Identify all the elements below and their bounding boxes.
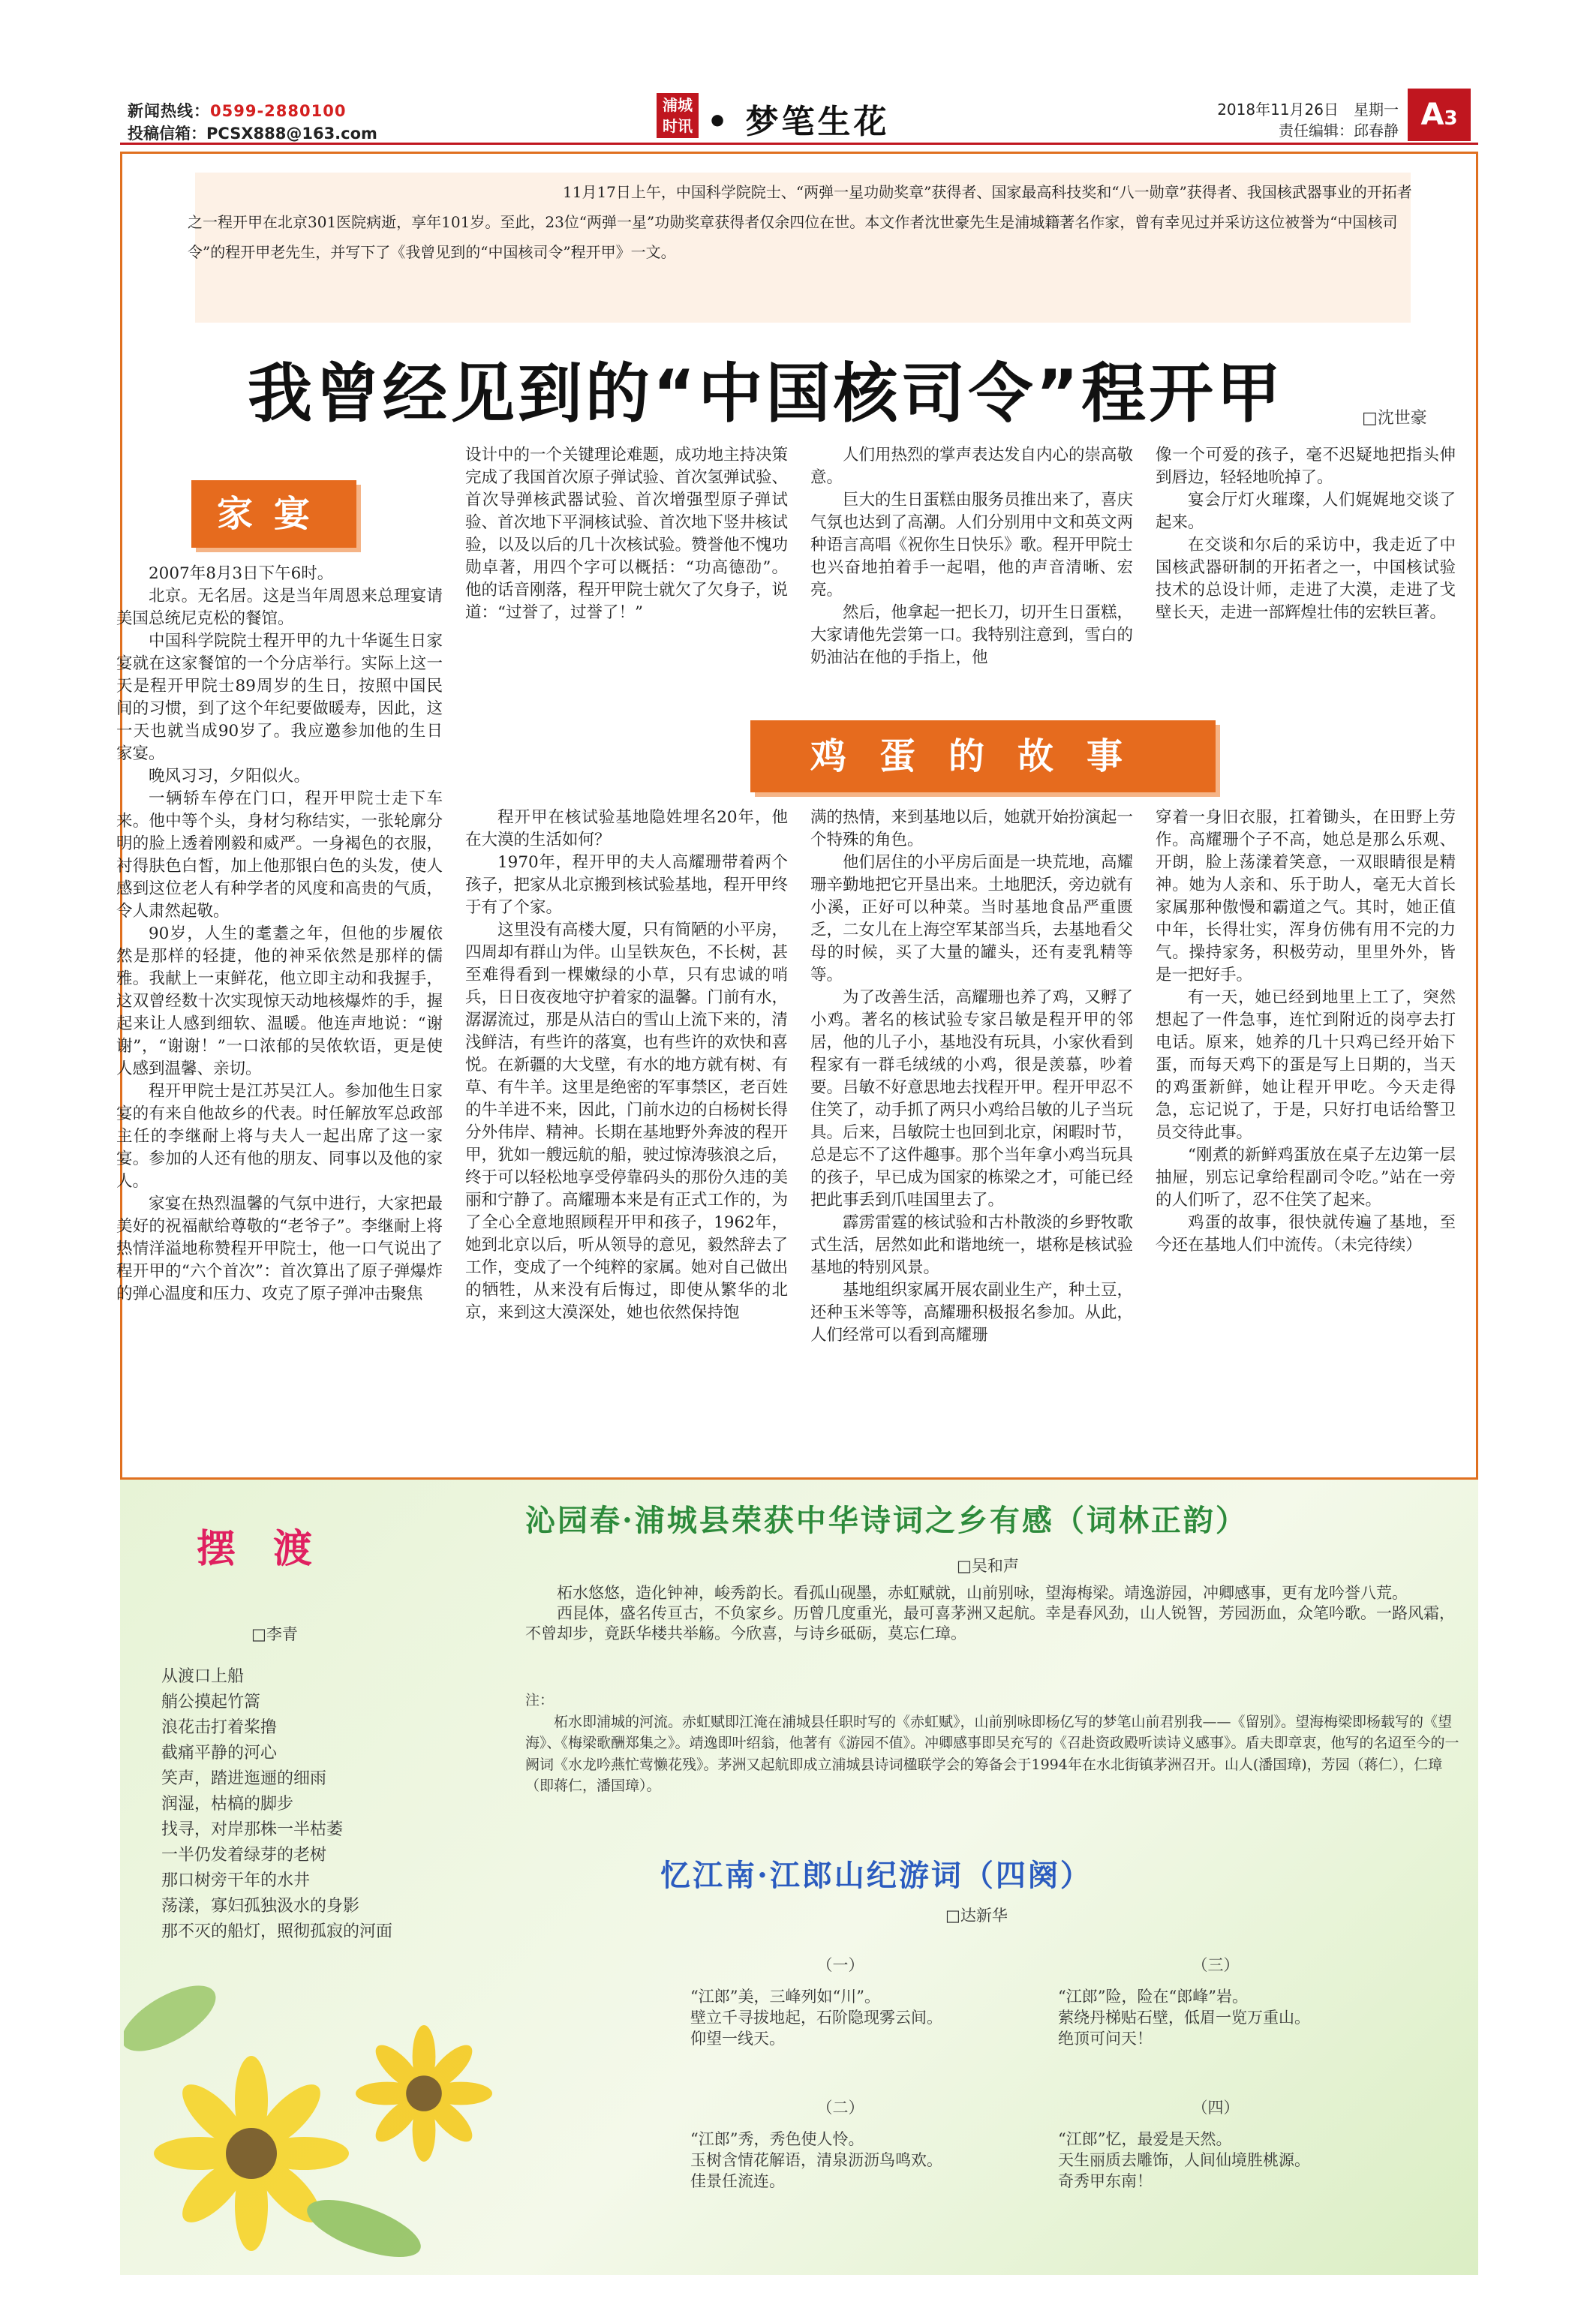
stanza-2 bbox=[690, 2097, 990, 2192]
subhead-egg-story: 鸡蛋的故事 bbox=[750, 720, 1216, 792]
poem-line: 一半仍发着绿芽的老树 bbox=[161, 1846, 327, 1865]
paragraph: 2007年8月3日下午6时。 bbox=[149, 564, 334, 583]
stanza-line: 佳景任流连。 bbox=[690, 2172, 785, 2190]
paragraph: 设计中的一个关键理论难题，成功地主持决策完成了我国首次原子弹试验、首次氢弹试验、首次导弹核武器试验、首次增强型原子弹试验、首次地下平洞核试验、首次地下竖井核试验，以及以后的几十次核试验。赞誉他不愧功勋卓著，用四个字可以概括：“功高德劭”。他的话音刚落，程开甲院士就欠了欠身子，说道：“过誉了，过誉了！” bbox=[465, 446, 789, 622]
paragraph: 有一天，她已经到地里上工了，突然想起了一件急事，连忙到附近的岗亭去打电话。原来，她养的几十只鸡已经开始下蛋，而每天鸡下的蛋是写上日期的，当天的鸡蛋新鲜，她让程开甲吃。今天走得急，忘记说了，于是，只好打电话给警卫员交待此事。 bbox=[1156, 988, 1456, 1142]
note-text: 柘水即浦城的河流。赤虹赋即江淹在浦城县任职时写的《赤虹赋》，山前别咏即杨亿写的梦笔山前君别我——《留别》。望海梅梁即杨载写的《望海》、《梅梁歌酬郑集之》。靖逸即叶绍翁，他著有《游园不值》。冲卿感事即吴充写的《召赴资政殿听读诗义感事》。盾夫即章衷，他写的名迢至今的一阙词《水龙吟燕忙莺懒花残》。茅洲又起航即成立浦城县诗词楹联学会的筹备会于1994年在水北街镇茅洲召开。山人(潘国璋)，芳园（蒋仁），仁璋（即蒋仁，潘国璋）。 bbox=[525, 1713, 1459, 1794]
column-4-top bbox=[1156, 444, 1456, 624]
stanza-4 bbox=[1058, 2097, 1373, 2192]
sunflower-decoration bbox=[124, 1906, 514, 2281]
paragraph: 他们居住的小平房后面是一块荒地，高耀珊辛勤地把它开垦出来。土地肥沃，旁边就有小溪，正好可以种菜。当时基地食品严重匮乏，二女儿在上海空军某部当兵，去基地看父母的时候，买了大量的罐头，还有麦乳精等等。 bbox=[810, 853, 1134, 984]
paragraph: 宴会厅灯火璀璨，人们娓娓地交谈了起来。 bbox=[1156, 491, 1456, 532]
poem-line: 笑声，踏进迤逦的细雨 bbox=[161, 1769, 327, 1788]
paragraph: 这里没有高楼大厦，只有简陋的小平房，四周却有群山为伴。山呈铁灰色，不长树，甚至难得看到一棵嫩绿的小草，只有忠诚的哨兵，日日夜夜地守护着家的温馨。门前有水，潺潺流过，那是从洁白的雪山上流下来的，清浅鲜洁，有些许的落寞，也有些许的欢快和喜悦。在新疆的大戈壁，有水的地方就有树、有草、有牛羊。这里是绝密的军事禁区，老百姓的牛羊进不来，因此，门前水边的白杨树长得分外伟岸、精神。长期在基地野外奔波的程开甲，犹如一艘远航的船，驶过惊涛骇浪之后，终于可以轻松地享受停靠码头的那份久违的美丽和宁静了。高耀珊本来是有正式工作的，为了全心全意地照顾程开甲和孩子，1962年，她到北京以后，听从领导的意见，毅然辞去了工作，变成了一个纯粹的家属。她对自己做出的牺牲，从来没有后悔过，即使从繁华的北京，来到这大漠深处，她也依然保持饱 bbox=[465, 921, 789, 1322]
paragraph: 晚风习习，夕阳似火。 bbox=[149, 767, 311, 786]
ci-title: 沁园春·浦城县荣获中华诗词之乡有感（词林正韵） bbox=[525, 1503, 1248, 1538]
poem-body bbox=[161, 1664, 392, 1945]
article-title: 我曾经见到的“中国核司令”程开甲 bbox=[248, 356, 1285, 431]
stanza-line: “江郎”忆，最爱是天然。 bbox=[1058, 2130, 1232, 2148]
paragraph: 鸡蛋的故事，很快就传遍了基地，至今还在基地人们中流传。（未完待续） bbox=[1156, 1213, 1456, 1255]
ci-paragraph: 柘水悠悠，造化钟神，峻秀韵长。看孤山砚墨，赤虹赋就，山前别咏，望海梅梁。靖逸游园，冲卿感事，更有龙吟誉八荒。 bbox=[557, 1584, 1408, 1602]
paragraph: 在交谈和尔后的采访中，我走近了中国核武器研制的开拓者之一，中国核试验技术的总设计师，走进了大漠，走进了戈壁长天，走进一部辉煌壮伟的宏轶巨著。 bbox=[1156, 536, 1456, 622]
page-header bbox=[128, 89, 1471, 141]
paragraph: 基地组织家属开展农副业生产，种土豆，还种玉米等等，高耀珊积极报名参加。从此，人们经常可以看到高耀珊 bbox=[810, 1281, 1134, 1345]
column-2-bottom bbox=[465, 807, 788, 1324]
stanza-line: 玉树含情花解语，清泉沥沥鸟鸣欢。 bbox=[690, 2151, 942, 2169]
poem-line: 荡漾，寡妇孤独汲水的身影 bbox=[161, 1897, 360, 1916]
column-2-top bbox=[465, 444, 788, 624]
paragraph: 穿着一身旧衣服，扛着锄头，在田野上劳作。高耀珊个子不高，她总是那么乐观、开朗，脸上荡漾着笑意，一双眼睛很是精神。她为人亲和、乐于助人，毫无大首长家属那种傲慢和霸道之气。其时，她正值中年，长得壮实，浑身仿佛有用不完的力气。操持家务，积极劳动，里里外外，皆是一把好手。 bbox=[1156, 808, 1456, 984]
stanza-line: “江郎”险，险在“郎峰”岩。 bbox=[1058, 1988, 1248, 2006]
submission-email: 投稿信箱：PCSX888@163.com bbox=[128, 125, 377, 143]
stanza-number: （四） bbox=[1192, 2099, 1240, 2117]
paragraph: 1970年，程开甲的夫人高耀珊带着两个孩子，把家从北京搬到核试验基地，程开甲终于有了个家。 bbox=[465, 853, 789, 917]
jiangnan-title: 忆江南·江郎山纪游词（四阕） bbox=[660, 1858, 1093, 1893]
stanza-line: 仰望一线天。 bbox=[690, 2030, 785, 2048]
stanza-number: （二） bbox=[816, 2099, 864, 2117]
ci-body bbox=[525, 1583, 1463, 1644]
stanza-line: “江郎”秀，秀色使人怜。 bbox=[690, 2130, 864, 2148]
poem-line: 找寻，对岸那株一半枯萎 bbox=[161, 1820, 344, 1839]
hotline-number: 0599-2880100 bbox=[210, 102, 347, 120]
paragraph: 90岁，人生的耄耋之年，但他的步履依然是那样的轻捷，他的神采依然是那样的儒雅。我献上一束鲜花，他立即主动和我握手，这双曾经数十次实现惊天动地核爆炸的手，握起来让人感到细软、温暖。他连声地说：“谢谢”，“谢谢！”一口浓郁的吴侬软语，更是使人感到温馨、亲切。 bbox=[116, 924, 443, 1078]
poem-line: 润湿，枯槁的脚步 bbox=[161, 1795, 294, 1814]
paragraph: 满的热情，来到基地以后，她就开始扮演起一个特殊的角色。 bbox=[810, 808, 1134, 849]
paragraph: 一辆轿车停在门口，程开甲院士走下车来。他中等个头，身材匀称结实，一张轮廓分明的脸上透着刚毅和威严。一身褐色的衣服，衬得肤色白皙，加上他那银白色的头发，使人感到这位老人有种学者的风度和高贵的气质，令人肃然起敬。 bbox=[116, 789, 443, 921]
poem-title: 摆渡 bbox=[197, 1526, 350, 1572]
page-number: A3 bbox=[1408, 89, 1471, 141]
poem-line: 那口树旁干年的水井 bbox=[161, 1871, 311, 1890]
editor-credit: 责任编辑：邱春静 bbox=[1279, 122, 1399, 140]
stanza-3 bbox=[1058, 1955, 1373, 2049]
article-author: □沈世豪 bbox=[1362, 409, 1427, 428]
hotline: 新闻热线：0599-2880100 bbox=[128, 102, 347, 120]
paragraph: 北京。无名居。这是当年周恩来总理宴请美国总统尼克松的餐馆。 bbox=[116, 587, 443, 628]
paragraph: 然后，他拿起一把长刀，切开生日蛋糕，大家请他先尝第一口。我特别注意到，雪白的奶油沾在他的手指上，他 bbox=[810, 603, 1134, 667]
column-3-bottom bbox=[810, 807, 1133, 1347]
subhead-family-banquet: 家宴 bbox=[191, 480, 356, 548]
stanza-line: 绝顶可问天！ bbox=[1058, 2030, 1153, 2048]
paragraph: 像一个可爱的孩子，毫不迟疑地把指头伸到唇边，轻轻地吮掉了。 bbox=[1156, 446, 1456, 487]
column-3-top bbox=[810, 444, 1133, 669]
jiangnan-author: □达新华 bbox=[945, 1907, 1008, 1925]
stanza-line: 天生丽质去雕饰，人间仙境胜桃源。 bbox=[1058, 2151, 1310, 2169]
paper-logo: 浦城 时讯 bbox=[657, 93, 699, 138]
ci-paragraph: 西昆体，盛名传亘古，不负家乡。历曾几度重光，最可喜茅洲又起航。幸是春风劲，山人锐智，芳园沥血，众笔吟歌。一路风霜，不曾却步，竟跃华楼共举觞。今欣喜，与诗乡砥砺，莫忘仁璋。 bbox=[525, 1604, 1455, 1642]
ci-note bbox=[525, 1690, 1463, 1797]
paragraph: 中国科学院院士程开甲的九十华诞生日家宴就在这家餐馆的一个分店举行。实际上这一天是程开甲院士89周岁的生日，按照中国民间的习惯，到了这个年纪要做暖寿，因此，这一天也就当成90岁了。我应邀参加他的生日家宴。 bbox=[116, 632, 443, 763]
issue-date: 2018年11月26日 星期一 bbox=[1217, 101, 1399, 119]
poem-line: 艄公摸起竹篙 bbox=[161, 1693, 261, 1711]
stanza-number: （三） bbox=[1192, 1956, 1240, 1974]
poem-line: 那不灭的船灯，照彻孤寂的河面 bbox=[161, 1922, 393, 1941]
stanza-line: “江郎”美，三峰列如“川”。 bbox=[690, 1988, 880, 2006]
lead-paragraph: 11月17日上午，中国科学院院士、“两弹一星功勋奖章”获得者、国家最高科技奖和“八一勋章”获得者、我国核武器事业的开拓者之一程开甲在北京301医院病逝，享年101岁。至此，23位“两弹一星”功勋奖章获得者仅余四位在世。本文作者沈世豪先生是浦城籍著名作家，曾有幸见过并采访这位被誉为“中国核司令”的程开甲老先生，并写下了《我曾见到的“中国核司令”程开甲》一文。 bbox=[188, 183, 1412, 261]
paragraph: 巨大的生日蛋糕由服务员推出来了，喜庆气氛也达到了高潮。人们分别用中文和英文两种语言高唱《祝你生日快乐》歌。程开甲院士也兴奋地拍着手一起唱，他的声音清晰、宏亮。 bbox=[810, 491, 1134, 600]
column-4-bottom bbox=[1156, 807, 1456, 1257]
stanza-line: 奇秀甲东南！ bbox=[1058, 2172, 1153, 2190]
paragraph: 人们用热烈的掌声表达发自内心的崇高敬意。 bbox=[810, 446, 1134, 487]
paragraph: 霹雳雷霆的核试验和古朴散淡的乡野牧歌式生活，居然如此和谐地统一，堪称是核试验基地的特别风景。 bbox=[810, 1213, 1134, 1277]
paragraph: 为了改善生活，高耀珊也养了鸡，又孵了小鸡。著名的核试验专家吕敏是程开甲的邻居，他的儿子小，基地没有玩具，小家伙看到程家有一群毛绒绒的小鸡，很是羡慕，吵着要。吕敏不好意思地去找程开甲。程开甲忍不住笑了，动手抓了两只小鸡给吕敏的儿子当玩具。后来，吕敏院士也回到北京，闲暇时节，总是忘不了这件趣事。那个当年拿小鸡当玩具的孩子，早已成为国家的栋梁之才，可能已经把此事丢到爪哇国里去了。 bbox=[810, 988, 1134, 1210]
header-rule bbox=[120, 143, 1478, 145]
poem-author: □李青 bbox=[251, 1625, 298, 1643]
ci-author: □吴和声 bbox=[957, 1557, 1019, 1575]
paragraph: 程开甲院士是江苏吴江人。参加他生日家宴的有来自他故乡的代表。时任解放军总政部主任的李继耐上将与夫人一起出席了这一家宴。参加的人还有他的朋友、同事以及他的家人。 bbox=[116, 1082, 443, 1191]
paragraph: 程开甲在核试验基地隐姓埋名20年，他在大漠的生活如何？ bbox=[465, 808, 788, 849]
stanza-1 bbox=[690, 1955, 990, 2049]
stanza-line: 萦绕丹梯贴石壁，低眉一览万重山。 bbox=[1058, 2009, 1310, 2027]
poem-line: 浪花击打着桨撸 bbox=[161, 1718, 278, 1737]
poem-line: 截痛平静的河心 bbox=[161, 1744, 278, 1763]
stanza-line: 壁立千寻拔地起，石阶隐现雾云间。 bbox=[690, 2009, 942, 2027]
stanza-number: （一） bbox=[816, 1956, 864, 1974]
section-title: • 梦笔生花 bbox=[707, 103, 890, 141]
paragraph: “刚煮的新鲜鸡蛋放在桌子左边第一层抽屉，别忘记拿给程副司令吃。”站在一旁的人们听了，忍不住笑了起来。 bbox=[1156, 1146, 1456, 1210]
poem-line: 从渡口上船 bbox=[161, 1667, 245, 1686]
column-1 bbox=[116, 563, 443, 1306]
paragraph: 家宴在热烈温馨的气氛中进行，大家把最美好的祝福献给尊敬的“老爷子”。李继耐上将热情洋溢地称赞程开甲院士，他一口气说出了程开甲的“六个首次”：首次算出了原子弹爆炸的弹心温度和压力、攻克了原子弹冲击聚焦 bbox=[116, 1195, 443, 1303]
note-label: 注： bbox=[525, 1692, 555, 1708]
